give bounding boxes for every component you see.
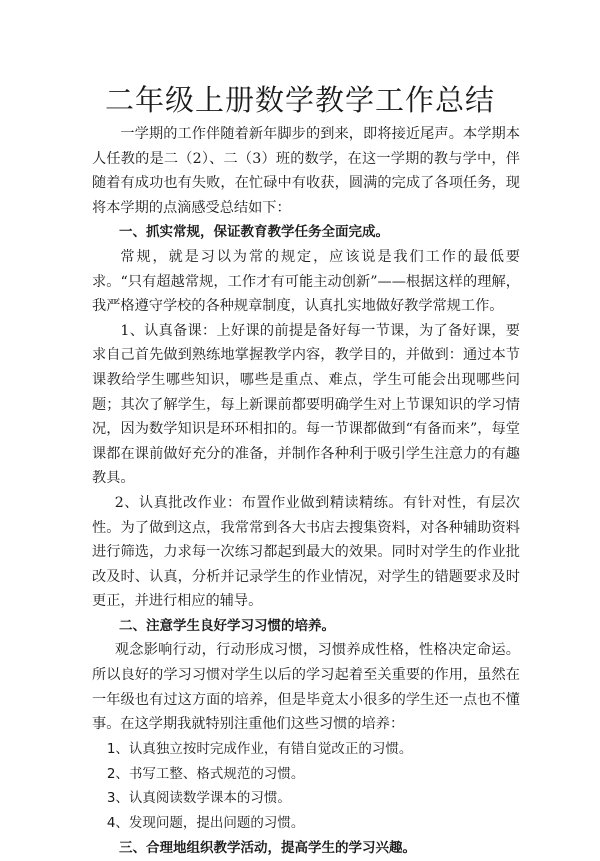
list-item: 4、发现问题，提出问题的习惯。 bbox=[106, 815, 305, 832]
body-paragraph: 观念影响行动，行动形成习惯，习惯养成性格，性格决定命运。所以良好的学习习惯对学生以后的学习起着至关重要的作用，虽然在一年级也有过这方面的培养，但是毕竟太小很多的学生还一点也不懂事。在这学期我就特别注重他们这些习惯的培养： bbox=[92, 642, 520, 733]
body-paragraph: 1、认真备课：上好课的前提是备好每一节课，为了备好课，要求自己首先做到熟练地掌握教学内容，教学目的，并做到：通过本节课教给学生哪些知识，哪些是重点、难点，学生可能会出现哪些问题；其次了解学生，每上新课前都要明确学生对上节课知识的学习情况，因为数学知识是环环相扣的。每一节课都做到“有备而来”，每堂课都在课前做好充分的准备，并制作各种利于吸引学生注意力的有趣教具。 bbox=[92, 322, 520, 487]
body-paragraph: 常规，就是习以为常的规定，应该说是我们工作的最低要求。“只有超越常规，工作才有可能主动创新”——根据这样的理解，我严格遵守学校的各种规章制度，认真扎实地做好教学常规工作。 bbox=[92, 248, 520, 315]
list-item: 3、认真阅读数学课本的习惯。 bbox=[106, 790, 291, 807]
list-item: 1、认真独立按时完成作业，有错自觉改正的习惯。 bbox=[106, 740, 413, 757]
intro-paragraph: 一学期的工作伴随着新年脚步的到来，即将接近尾声。本学期本人任教的是二（2）、二（3）班的数学，在这一学期的教与学中，伴随着有成功也有失败，在忙碌中有收获，圆满的完成了各项任务，现将本学期的点滴感受总结如下： bbox=[92, 126, 520, 216]
section-heading: 二、注意学生良好学习习惯的培养。 bbox=[119, 617, 335, 634]
document-body bbox=[92, 122, 520, 861]
section-heading: 三、合理地组织教学活动，提高学生的学习兴趣。 bbox=[119, 840, 416, 857]
page-title: 二年级上册数学教学工作总结 bbox=[104, 83, 495, 117]
list-item: 2、书写工整、格式规范的习惯。 bbox=[106, 765, 305, 782]
section-heading: 一、抓实常规，保证教育教学任务全面完成。 bbox=[119, 224, 389, 241]
body-paragraph: 2、认真批改作业：布置作业做到精读精练。有针对性，有层次性。为了做到这点，我常常到各大书店去搜集资料，对各种辅助资料进行筛选，力求每一次练习都起到最大的效果。同时对学生的作业批改及时、认真，分析并记录学生的作业情况，对学生的错题要求及时更正，并进行相应的辅导。 bbox=[92, 494, 520, 610]
